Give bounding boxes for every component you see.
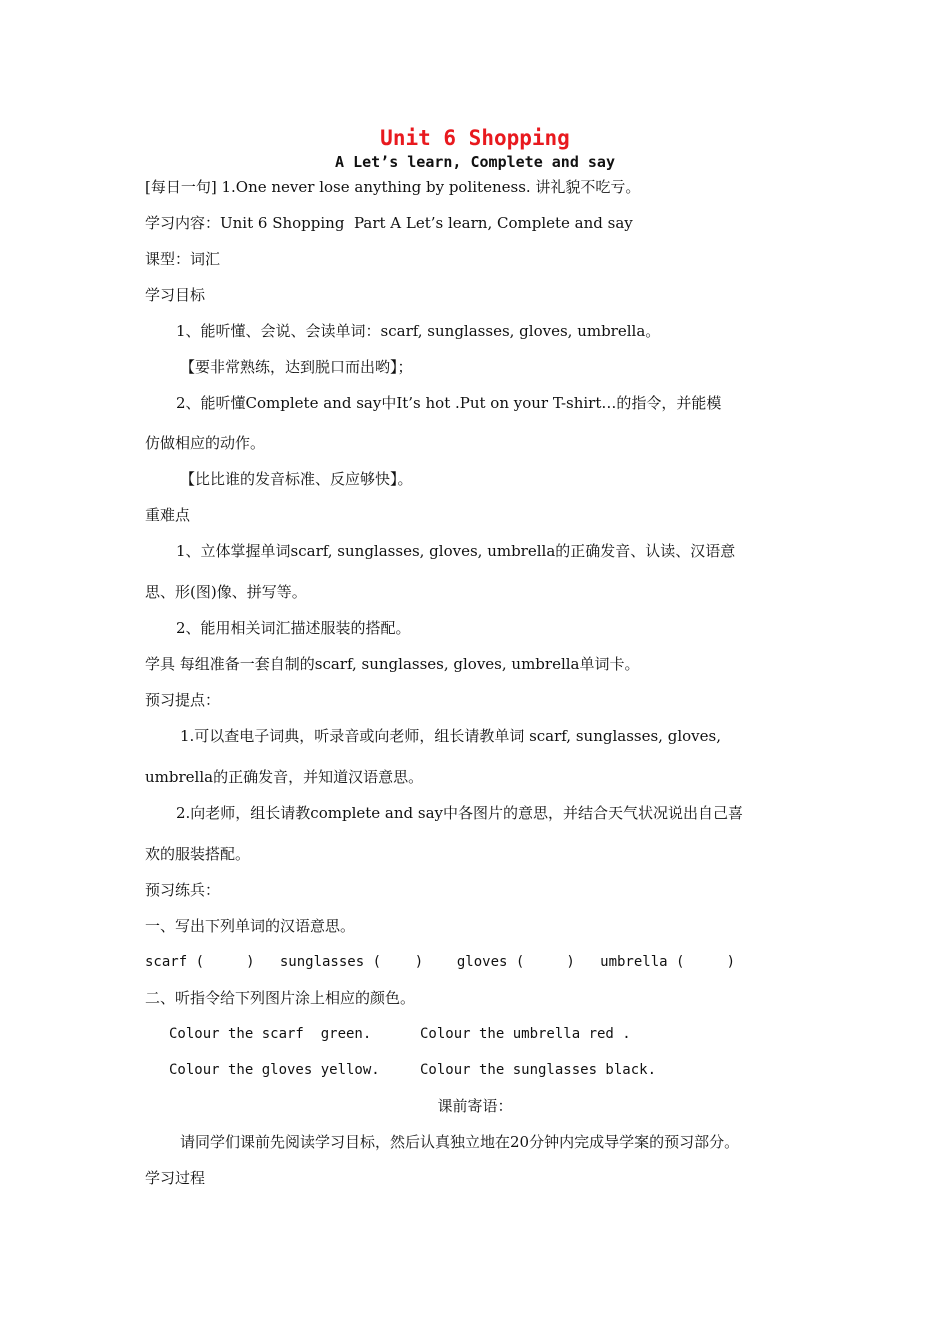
- keypoint-1-line-1: 1、立体掌握单词scarf, sunglasses, gloves, umbrella的正确发音、认读、汉语意: [176, 542, 736, 560]
- preview-1-line-2: umbrella的正确发音，并知道汉语意思。: [145, 768, 424, 786]
- colour-instruction-umbrella: Colour the umbrella red .: [420, 1026, 631, 1042]
- preview-2-line-2: 欢的服装搭配。: [145, 845, 251, 863]
- goal-2-line-2: 仿做相应的动作。: [145, 434, 266, 452]
- learning-tools: 学具 每组准备一套自制的scarf, sunglasses, gloves, umbrella单词卡。: [145, 655, 640, 673]
- page-subtitle: A Let’s learn, Complete and say: [335, 153, 615, 171]
- colour-instruction-gloves: Colour the gloves yellow.: [169, 1062, 380, 1078]
- process-heading: 学习过程: [145, 1169, 206, 1187]
- preview-1-line-1: 1.可以查电子词典，听录音或向老师，组长请教单词 scarf, sunglasses, gloves,: [180, 727, 721, 745]
- preview-heading: 预习提点：: [145, 691, 221, 709]
- preview-2-line-1: 2.向老师，组长请教complete and say中各图片的意思，并结合天气状况说出自己喜: [176, 804, 744, 822]
- keypoint-1-line-2: 思、形(图)像、拼写等。: [145, 583, 307, 601]
- goal-2-line-1: 2、能听懂Complete and say中It’s hot .Put on your T-shirt…的指令，并能模: [176, 394, 722, 412]
- goal-1-note: 【要非常熟练，达到脱口而出哟】；: [180, 358, 413, 376]
- keypoint-2: 2、能用相关词汇描述服装的搭配。: [176, 619, 411, 637]
- goal-2-note: 【比比谁的发音标准、反应够快】。: [180, 470, 413, 488]
- exercise-1-prompt: 一、写出下列单词的汉语意思。: [145, 917, 356, 935]
- goals-heading: 学习目标: [145, 286, 206, 304]
- pre-class-message: 请同学们课前先阅读学习目标，然后认真独立地在20分钟内完成导学案的预习部分。: [180, 1133, 740, 1151]
- message-heading: 课前寄语：: [437, 1097, 513, 1115]
- practice-heading: 预习练兵：: [145, 881, 221, 899]
- lesson-type: 课型：词汇: [145, 250, 221, 268]
- keypoints-heading: 重难点: [145, 506, 191, 524]
- goal-1: 1、能听懂、会说、会读单词：scarf, sunglasses, gloves, umbrella。: [176, 322, 661, 340]
- daily-sentence: [每日一句] 1.One never lose anything by politeness. 讲礼貌不吃亏。: [145, 178, 641, 196]
- colour-instruction-scarf: Colour the scarf green.: [169, 1026, 372, 1042]
- learning-content: 学习内容：Unit 6 Shopping Part A Let’s learn, Complete and say: [145, 214, 633, 232]
- exercise-1-items: scarf ( ) sunglasses ( ) gloves ( ) umbrella ( ): [145, 954, 736, 970]
- exercise-2-prompt: 二、听指令给下列图片涂上相应的颜色。: [145, 989, 416, 1007]
- colour-instruction-sunglasses: Colour the sunglasses black.: [420, 1062, 657, 1078]
- page-title: Unit 6 Shopping: [380, 126, 570, 150]
